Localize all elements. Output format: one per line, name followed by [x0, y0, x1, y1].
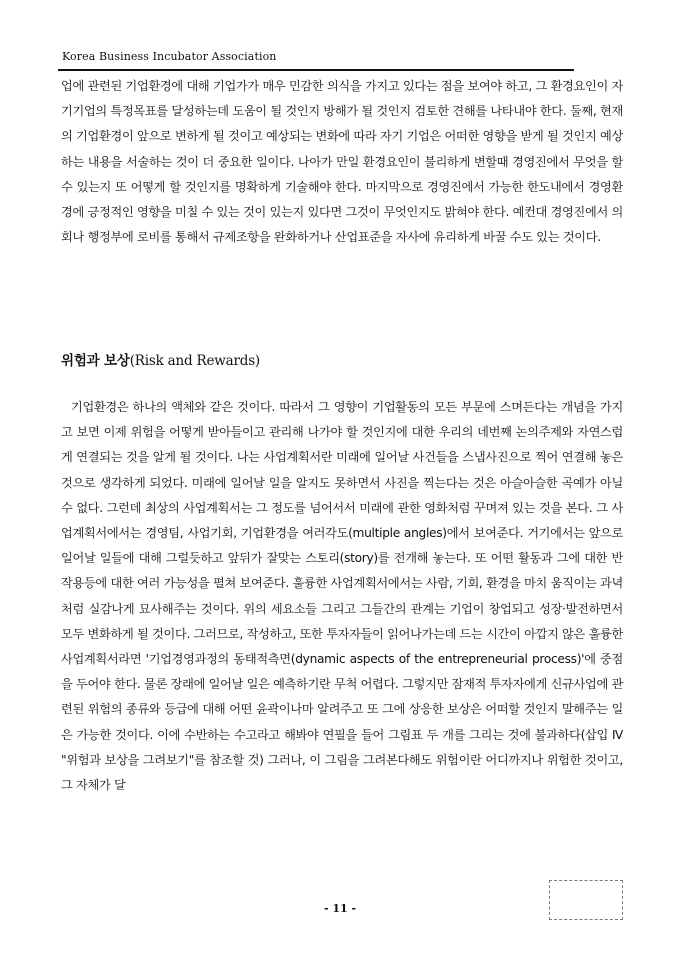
page-number: - 11 -	[323, 902, 357, 915]
dashed-corner-box	[549, 880, 623, 920]
running-header: Korea Business Incubator Association	[62, 50, 277, 63]
section-heading-english: (Risk and Rewards)	[129, 353, 260, 369]
body-paragraph-1: 업에 관련된 기업환경에 대해 기업가가 매우 민감한 의식을 가지고 있다는 점을 보여야 하고, 그 환경요인이 자기기업의 특정목표를 달성하는데 도움이 될 것인지 방해가 될 것인지 검토한 견해를 나타내야 한다. 둘째, 현재의 기업환경이 앞으로 변하게 될 것이고 예상되는 변화에 따라 자기 기업은 어떠한 영향을 받게 될 것인지 예상하는 내용을 서술하는 것이 더 중요한 일이다. 나아가 만일 환경요인이 불리하게 변할때 경영진에서 무엇을 할 수 있는지 또 어떻게 할 것인지를 명확하게 기술해야 한다. 마지막으로 경영진에서 가능한 한도내에서 경영환경에 긍정적인 영향을 미칠 수 있는 것이 있는지 있다면 그것이 무엇인지도 밝혀야 한다. 예컨대 경영진에서 의회나 행정부에 로비를 통해서 규제조항을 완화하거나 산업표준을 자사에 유리하게 바꿀 수도 있는 것이다.	[61, 79, 624, 245]
section-heading-korean: 위험과 보상	[61, 353, 130, 369]
section-heading	[61, 349, 260, 369]
header-divider	[58, 69, 574, 71]
body-paragraph-2: 기업환경은 하나의 액체와 같은 것이다. 따라서 그 영향이 기업활동의 모든 부문에 스며든다는 개념을 가지고 보면 이제 위험을 어떻게 받아들이고 관리해 나가야 할 것인지에 대한 우리의 네번째 논의주제와 자연스럽게 연결되는 것을 알게 될 것이다. 나는 사업계획서란 미래에 일어날 사건들을 스냅사진으로 찍어 연결해 놓은 것으로 생각하게 되었다. 미래에 일어날 일을 알지도 못하면서 사진을 찍는다는 것은 아슬아슬한 곡예가 아닐 수 없다. 그런데 최상의 사업계획서는 그 정도를 넘어서서 미래에 관한 영화처럼 꾸며져 있는 것을 본다. 그 사업계획서에서는 경영팀, 사업기회, 기업환경을 여러각도(multiple angles)에서 보여준다. 거기에서는 앞으로 일어날 일들에 대해 그럴듯하고 앞뒤가 잘맞는 스토리(story)를 전개해 놓는다. 또 어떤 활동과 그에 대한 반작용등에 대한 여러 가능성을 펼쳐 보여준다. 훌륭한 사업계획서에서는 사람, 기회, 환경을 마치 움직이는 과녁처럼 실감나게 묘사해주는 것이다. 위의 세요소들 그리고 그들간의 관계는 기업이 창업되고 성장·발전하면서 모두 변화하게 될 것이다. 그러므로, 작성하고, 또한 투자자들이 읽어나가는데 드는 시간이 아깝지 않은 훌륭한 사업계획서라면 '기업경영과정의 동태적측면(dynamic aspects of the entrepreneurial process)'에 중점을 두어야 한다. 물론 장래에 일어날 일은 예측하기란 무척 어렵다. 그렇지만 잠재적 투자자에게 신규사업에 관련된 위험의 종류와 등급에 대해 어떤 윤곽이나마 알려주고 또 그에 상응한 보상은 어떠할 것인지 말해주는 일은 가능한 것이다. 이에 수반하는 수고라고 해봐야 연필을 들어 그림표 두 개를 그리는 것에 불과하다(삽입 Ⅳ "위험과 보상을 그려보기"를 참조할 것) 그러나, 이 그림을 그려본다해도 위험이란 어디까지나 위험한 것이고, 그 자체가 달	[61, 400, 624, 793]
